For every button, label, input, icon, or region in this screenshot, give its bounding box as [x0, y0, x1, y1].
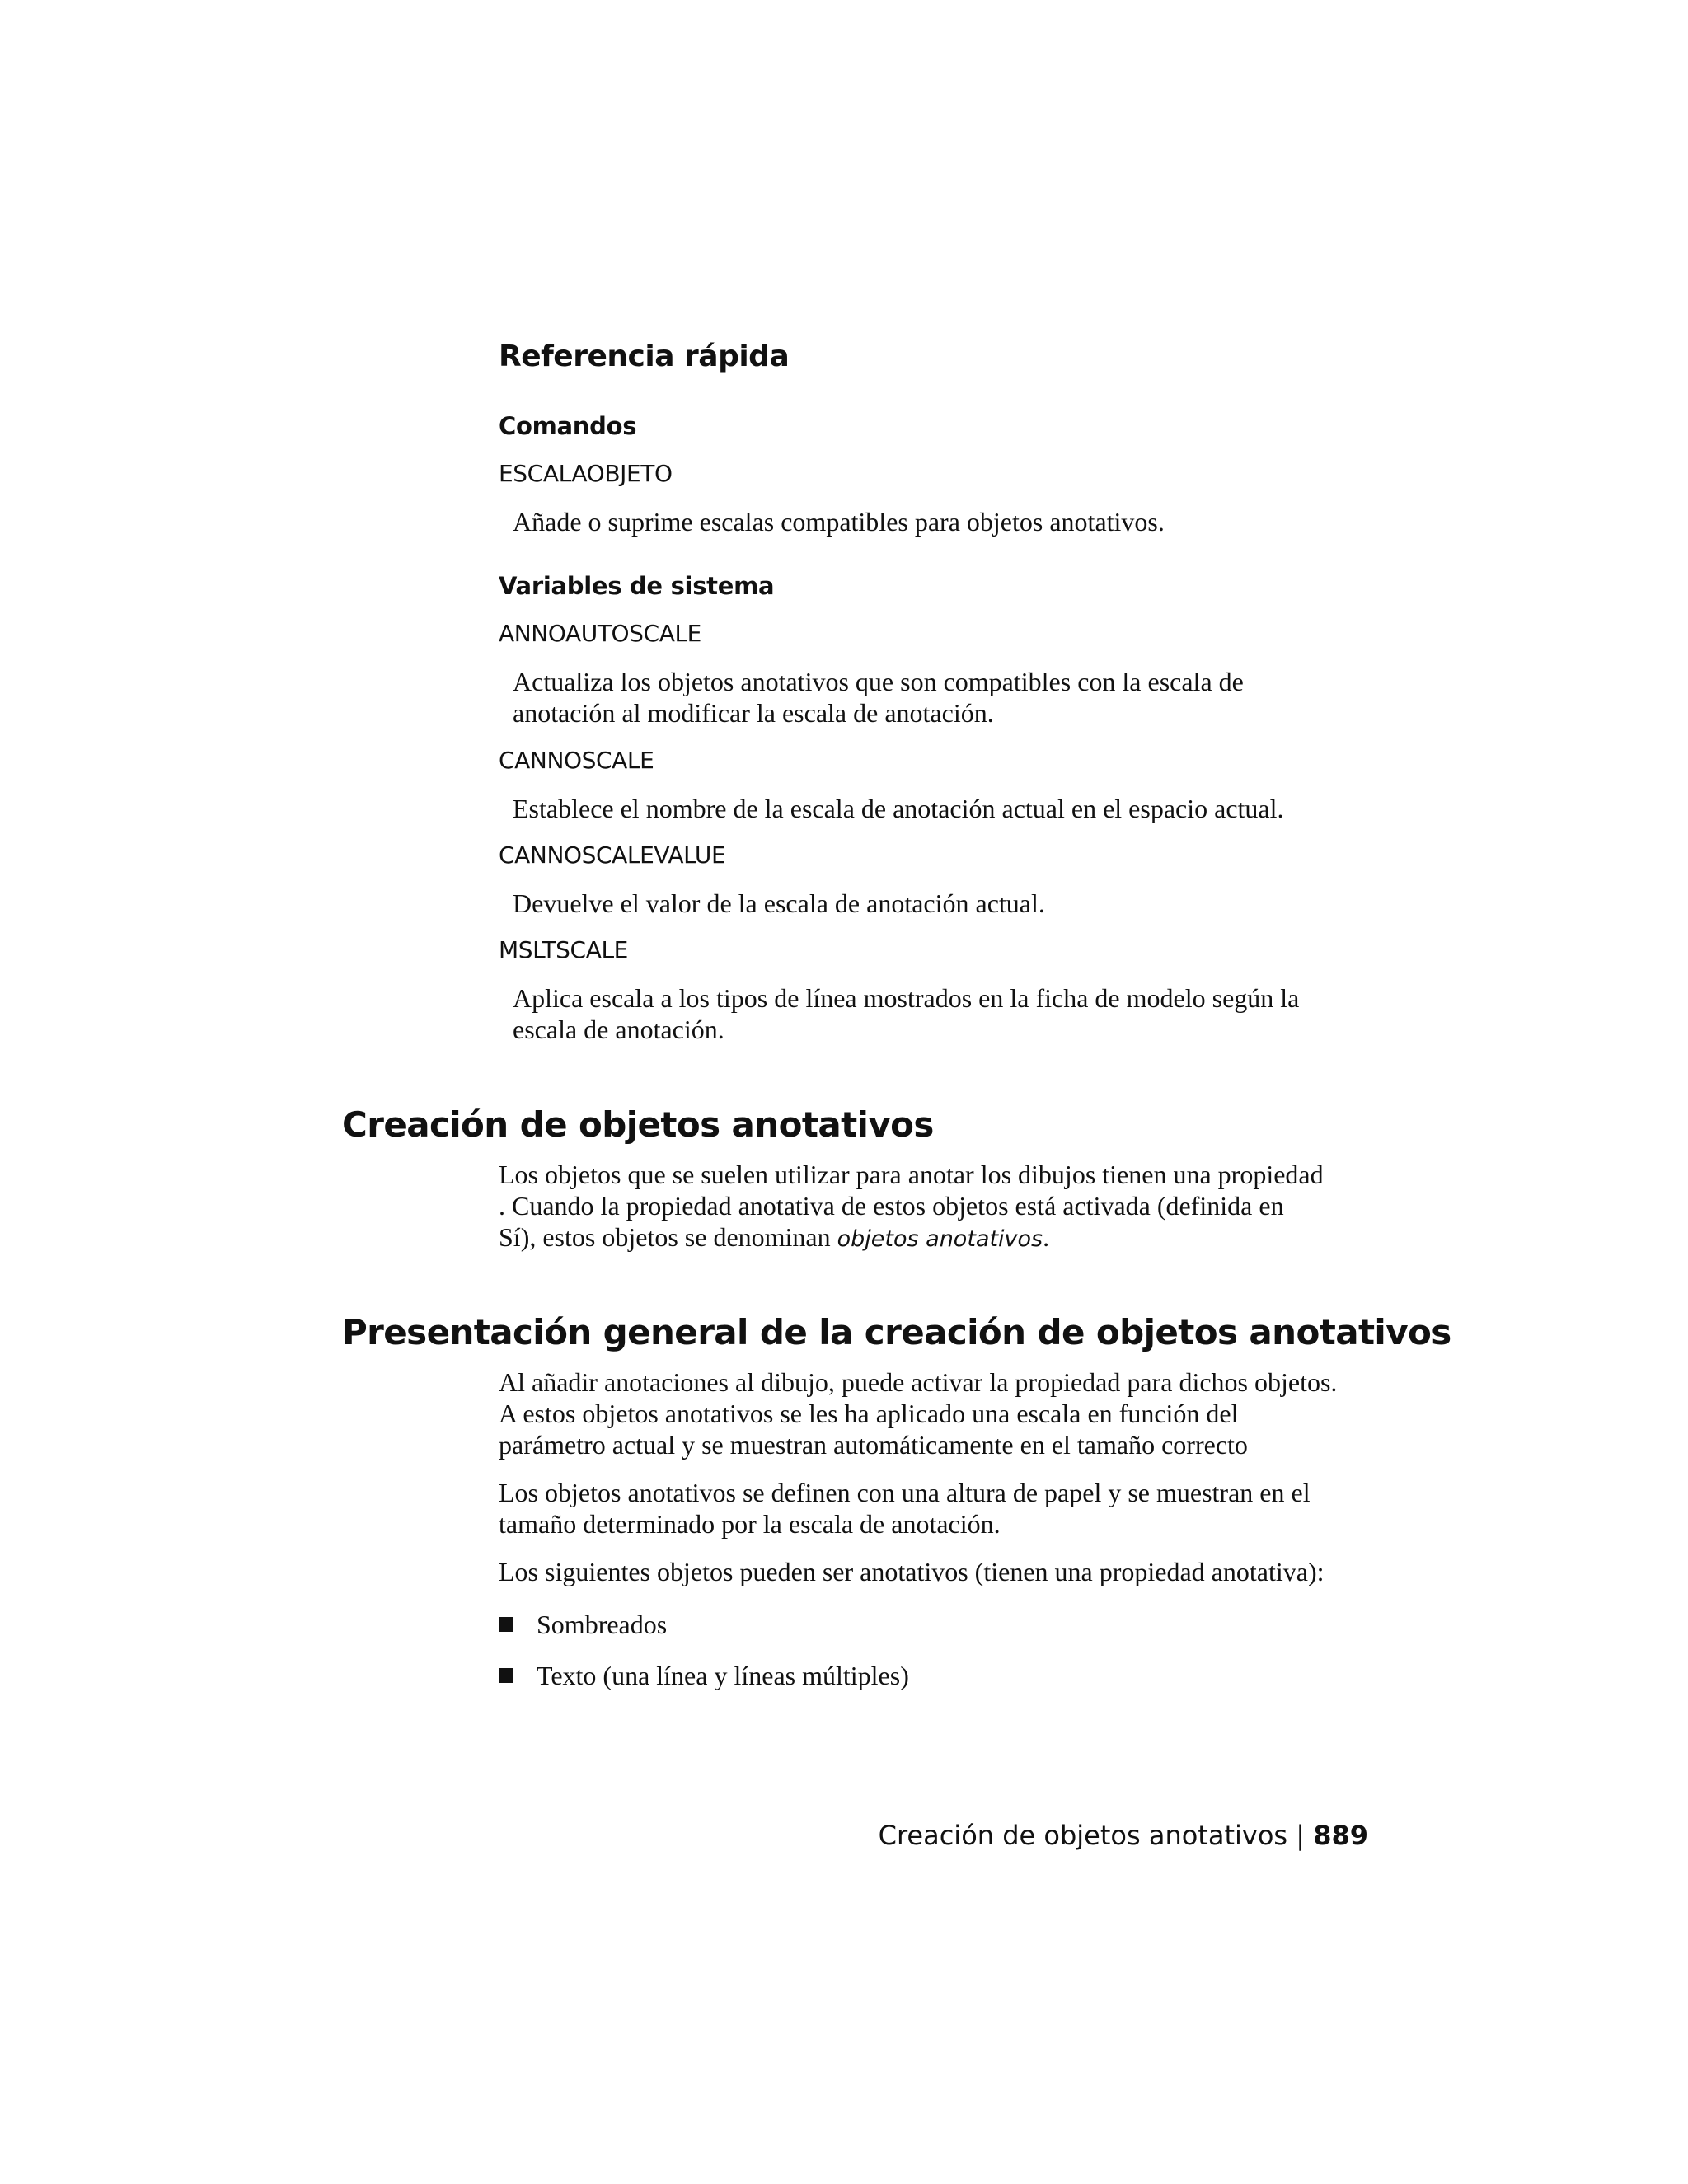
body-line: tamaño determinado por la escala de anotación.: [499, 1509, 1001, 1539]
sysvar-name: CANNOSCALEVALUE: [499, 841, 726, 869]
command-name: ESCALAOBJETO: [499, 460, 673, 487]
body-line: Al añadir anotaciones al dibujo, puede activar la propiedad para dichos objetos.: [499, 1367, 1338, 1397]
body-line: [499, 1221, 1049, 1255]
body-text: Sí), estos objetos se denominan: [499, 1222, 837, 1252]
list-item: Sombreados: [537, 1610, 668, 1639]
page-number: 889: [1313, 1820, 1368, 1851]
body-line: Los siguientes objetos pueden ser anotativos (tienen una propiedad anotativa):: [499, 1557, 1325, 1586]
section-title: Presentación general de la creación de objetos anotativos: [342, 1312, 1451, 1352]
sysvar-description: Establece el nombre de la escala de anotación actual en el espacio actual.: [513, 794, 1284, 823]
sysvar-description: escala de anotación.: [513, 1015, 724, 1044]
sysvar-description: Actualiza los objetos anotativos que son compatibles con la escala de: [513, 667, 1244, 696]
sysvar-description: anotación al modificar la escala de anotación.: [513, 698, 994, 728]
body-line: parámetro actual y se muestran automáticamente en el tamaño correcto: [499, 1430, 1248, 1460]
italic-term: objetos anotativos: [837, 1226, 1043, 1252]
page-footer: [879, 1820, 1368, 1851]
sysvar-description: Aplica escala a los tipos de línea mostrados en la ficha de modelo según la: [513, 983, 1300, 1013]
period: .: [1043, 1222, 1050, 1252]
sysvar-name: MSLTSCALE: [499, 936, 628, 963]
list-item: Texto (una línea y líneas múltiples): [537, 1661, 909, 1690]
sysvar-name: ANNOAUTOSCALE: [499, 620, 701, 647]
footer-separator: |: [1296, 1820, 1306, 1851]
body-line: Los objetos anotativos se definen con una altura de papel y se muestran en el: [499, 1478, 1311, 1507]
sysvar-name: CANNOSCALE: [499, 747, 654, 774]
body-line: A estos objetos anotativos se les ha aplicado una escala en función del: [499, 1399, 1239, 1428]
command-description: Añade o suprime escalas compatibles para objetos anotativos.: [513, 507, 1165, 537]
body-line: . Cuando la propiedad anotativa de estos objetos está activada (definida en: [499, 1191, 1284, 1221]
section-title: Creación de objetos anotativos: [342, 1104, 934, 1145]
sysvar-description: Devuelve el valor de la escala de anotación actual.: [513, 888, 1045, 918]
bullet-square-icon: [499, 1668, 513, 1687]
quick-reference-title: Referencia rápida: [499, 340, 790, 373]
bullet-square-icon: [499, 1617, 513, 1636]
footer-chapter: Creación de objetos anotativos: [878, 1820, 1288, 1851]
system-variables-heading: Variables de sistema: [499, 572, 775, 600]
commands-heading: Comandos: [499, 412, 637, 440]
body-line: Los objetos que se suelen utilizar para anotar los dibujos tienen una propiedad: [499, 1160, 1324, 1189]
